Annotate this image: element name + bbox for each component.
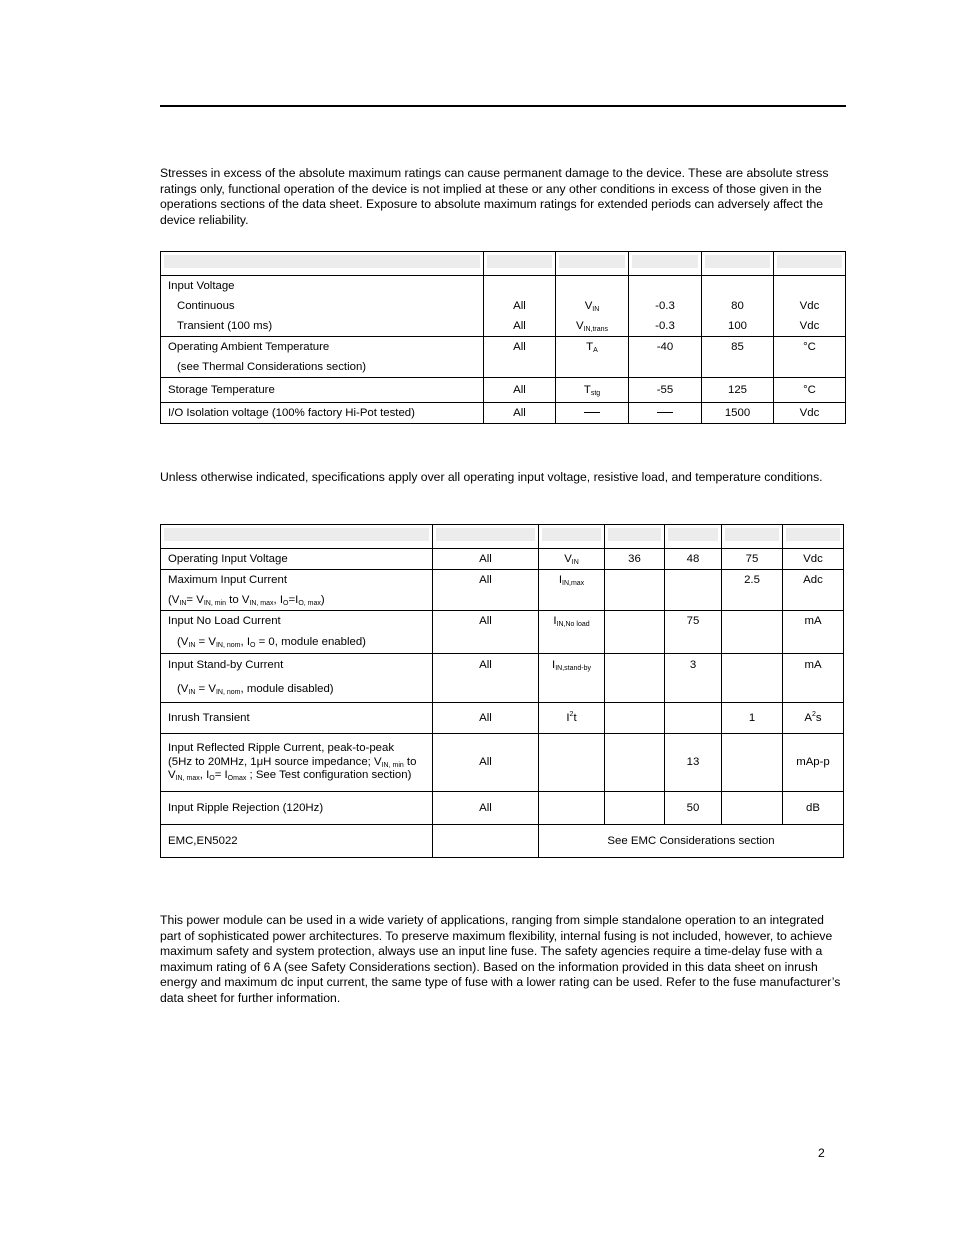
table-row xyxy=(161,654,844,703)
table-row xyxy=(161,734,844,792)
param-transient: Transient (100 ms) xyxy=(177,320,273,332)
unit-cell: Vdc xyxy=(799,300,820,312)
device-cell: All xyxy=(513,384,526,396)
symbol-cell: $I_{IN,stand-by}$ xyxy=(552,659,591,672)
symbol-cell: $V_{IN,trans}$ xyxy=(575,320,609,333)
emc-note-cell: See EMC Considerations section xyxy=(539,824,844,857)
param-op-input: Operating Input Voltage xyxy=(168,553,288,565)
param-max-current: Maximum Input Current xyxy=(168,574,288,586)
electrical-intro-paragraph: Unless otherwise indicated, specifications apply over all operating input voltage, resistive load, and temperature conditions. xyxy=(160,470,823,484)
table-row xyxy=(161,570,844,611)
device-cell: All xyxy=(513,407,526,419)
table-row xyxy=(161,276,846,337)
min-cell: 36 xyxy=(628,553,641,565)
dash-cell xyxy=(556,403,628,423)
device-cell: All xyxy=(433,734,539,792)
unit-cell: mA xyxy=(804,659,822,671)
input-specifications-table xyxy=(160,524,844,858)
symbol-cell: $V_{IN}$ xyxy=(564,553,579,566)
unit-cell: °C xyxy=(803,384,816,396)
min-cell: -0.3 xyxy=(655,320,675,332)
max-cell: 2.5 xyxy=(744,574,760,586)
param-ripple: Input Reflected Ripple Current, peak-to-peak (5Hz to 20MHz, 1μH source impedance; $V_{IN, min}$ to $V_{IN, max}$, $I_O= I_{Omax}$ ; See Test configuration section) xyxy=(168,742,417,783)
device-cell: All xyxy=(513,341,526,353)
max-cell: 125 xyxy=(727,384,747,396)
max-cell: 1500 xyxy=(724,407,751,419)
unit-cell: °C xyxy=(803,341,816,353)
param-input-voltage: Input Voltage xyxy=(168,280,235,292)
device-cell: All xyxy=(479,574,492,586)
symbol-cell: $V_{IN}$ xyxy=(584,300,600,313)
table-row xyxy=(161,403,846,424)
unit-cell: Vdc xyxy=(799,407,820,419)
page-number: 2 xyxy=(818,1146,825,1160)
unit-cell: mAp-p xyxy=(783,734,844,792)
symbol-cell: $T_A$ xyxy=(586,341,598,354)
max-cell: 85 xyxy=(731,341,744,353)
param-standby-cond: ($V_{IN} = V_{IN, nom}$, module disabled) xyxy=(177,683,334,696)
max-cell: 80 xyxy=(731,300,744,312)
absolute-max-ratings-table xyxy=(160,251,846,424)
device-cell: All xyxy=(479,553,492,565)
symbol-cell: $I_{IN,max}$ xyxy=(558,574,585,587)
table-row xyxy=(161,824,844,857)
unit-cell: Vdc xyxy=(799,320,820,332)
typ-cell: 3 xyxy=(689,659,697,671)
table-row xyxy=(161,549,844,570)
min-cell: -0.3 xyxy=(655,300,675,312)
table-row xyxy=(161,337,846,378)
max-cell: 75 xyxy=(745,553,759,565)
param-max-current-cond: ($V_{IN}= V_{IN, min}$ to $V_{IN, max}$, $I_O=I_{O, max}$) xyxy=(168,594,325,607)
unit-cell: Vdc xyxy=(803,553,823,565)
dash-cell xyxy=(629,403,701,423)
table-header-row xyxy=(161,525,844,549)
table-row xyxy=(161,791,844,824)
device-cell: All xyxy=(479,712,492,724)
table-row xyxy=(161,703,844,734)
param-op-temp: Operating Ambient Temperature xyxy=(168,341,330,353)
unit-cell: $A^2s$ xyxy=(804,711,822,724)
unit-cell: Adc xyxy=(803,574,823,586)
param-storage: Storage Temperature xyxy=(168,384,275,396)
table-row xyxy=(161,611,844,654)
unit-cell: dB xyxy=(783,791,844,824)
device-cell: All xyxy=(479,615,492,627)
typ-cell: 50 xyxy=(665,791,722,824)
max-cell: 1 xyxy=(748,712,756,724)
param-inrush: Inrush Transient xyxy=(168,712,250,724)
table-header-row xyxy=(161,252,846,276)
device-cell: All xyxy=(433,791,539,824)
header-rule xyxy=(160,105,846,107)
param-no-load-cond: ($V_{IN} = V_{IN, nom}$, $I_O = 0$, module enabled) xyxy=(177,636,366,649)
min-cell: -40 xyxy=(656,341,674,353)
device-cell: All xyxy=(479,659,492,671)
symbol-cell: $T_{stg}$ xyxy=(583,384,601,397)
device-cell: All xyxy=(513,320,526,332)
max-cell: 100 xyxy=(727,320,747,332)
device-cell: All xyxy=(513,300,526,312)
param-continuous: Continuous xyxy=(177,300,235,312)
param-standby: Input Stand-by Current xyxy=(168,659,284,671)
param-op-temp-note: (see Thermal Considerations section) xyxy=(177,361,367,373)
table-row xyxy=(161,378,846,403)
param-rejection: Input Ripple Rejection (120Hz) xyxy=(168,801,324,814)
symbol-cell: $I_{IN,No load}$ xyxy=(553,615,590,628)
typ-cell: 75 xyxy=(686,615,700,627)
typ-cell: 48 xyxy=(686,553,700,565)
typ-cell: 13 xyxy=(665,734,722,792)
abs-max-intro-paragraph: Stresses in excess of the absolute maximum ratings can cause permanent damage to the device. These are absolute stress ratings only, functional operation of the device is not implied at these or any other conditions in excess of those given in the operations sections of the data sheet. Exposure to absolute maximum ratings for extended periods can adversely affect the device reliability. xyxy=(160,166,829,227)
symbol-cell: $I^2t$ xyxy=(566,711,577,724)
param-isolation: I/O Isolation voltage (100% factory Hi-Pot tested) xyxy=(168,407,415,419)
param-emc: EMC,EN5022 xyxy=(168,834,238,847)
param-no-load: Input No Load Current xyxy=(168,615,281,627)
unit-cell: mA xyxy=(804,615,822,627)
fusing-paragraph: This power module can be used in a wide variety of applications, ranging from simple standalone operation to an integrated part of sophisticated power architectures. To preserve maximum flexibility, internal fusing is not included, however, to achieve maximum safety and system protection, always use an input line fuse. The safety agencies require a time-delay fuse with a maximum rating of 6 A (see Safety Considerations section). Based on the information provided in this data sheet on inrush energy and maximum dc input current, the same type of fuse with a lower rating can be used. Refer to the fuse manufacturer’s data sheet for further information. xyxy=(160,913,841,1005)
min-cell: -55 xyxy=(656,384,674,396)
